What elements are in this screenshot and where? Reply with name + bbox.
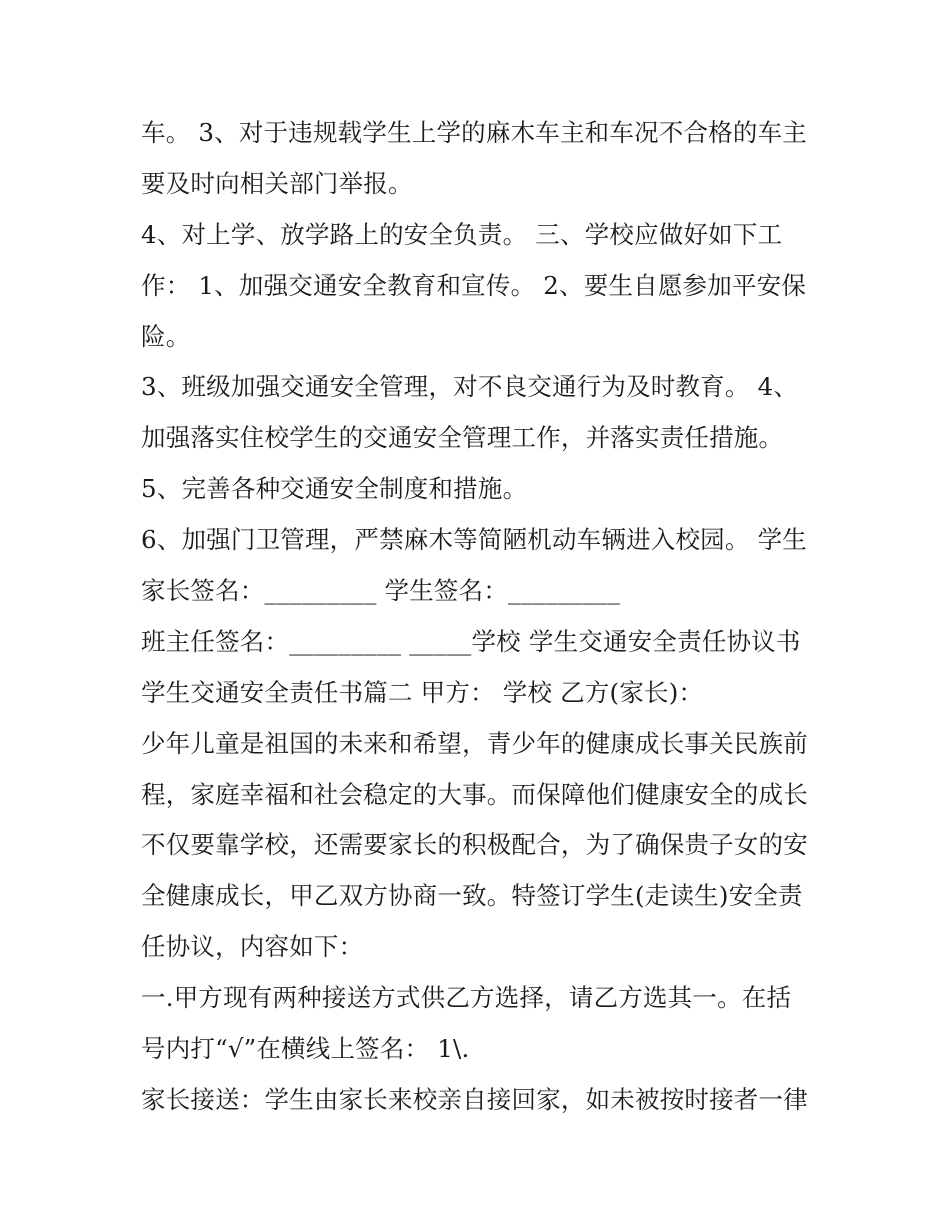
- text-line: 程，家庭幸福和社会稳定的大事。而保障他们健康安全的成长: [141, 779, 808, 809]
- text-line: 要及时向相关部门举报。: [141, 168, 413, 198]
- text-line: 险。: [141, 321, 191, 351]
- text-line: 4、对上学、放学路上的安全负责。 三、学校应做好如下工: [141, 219, 783, 249]
- text-line: 全健康成长，甲乙双方协商一致。特签订学生(走读生)安全责: [141, 881, 803, 911]
- text-line: 车。 3、对于违规载学生上学的麻木车主和车况不合格的车主: [141, 118, 807, 147]
- text-line: 作： 1、加强交通安全教育和宣传。 2、要生自愿参加平安保: [141, 270, 807, 300]
- text-line: 少年儿童是祖国的未来和希望，青少年的健康成长事关民族前: [141, 728, 808, 758]
- text-line: 6、加强门卫管理，严禁麻木等简陋机动车辆进入校园。 学生: [141, 525, 807, 555]
- text-line: 班主任签名：_________ _____学校 学生交通安全责任协议书: [141, 626, 801, 656]
- text-line: 家长签名：_________ 学生签名：_________: [141, 576, 621, 606]
- text-line: 3、班级加强交通安全管理，对不良交通行为及时教育。 4、: [141, 372, 799, 402]
- text-line: 任协议，内容如下：: [141, 932, 364, 962]
- text-line: 加强落实住校学生的交通安全管理工作，并落实责任措施。: [141, 423, 784, 453]
- text-line: 一.甲方现有两种接送方式供乙方选择，请乙方选其一。在括: [141, 983, 792, 1013]
- text-line: 不仅要靠学校，还需要家长的积极配合，为了确保贵子女的安: [141, 830, 808, 860]
- text-line: 家长接送：学生由家长来校亲自接回家，如未被按时接者一律: [141, 1084, 808, 1114]
- document-body: [141, 108, 821, 1126]
- text-line: 号内打“√”在横线上签名： 1\.: [141, 1034, 470, 1064]
- text-line: 5、完善各种交通安全制度和措施。: [141, 474, 528, 504]
- text-line: 学生交通安全责任书篇二 甲方： 学校 乙方(家长)：: [141, 677, 704, 707]
